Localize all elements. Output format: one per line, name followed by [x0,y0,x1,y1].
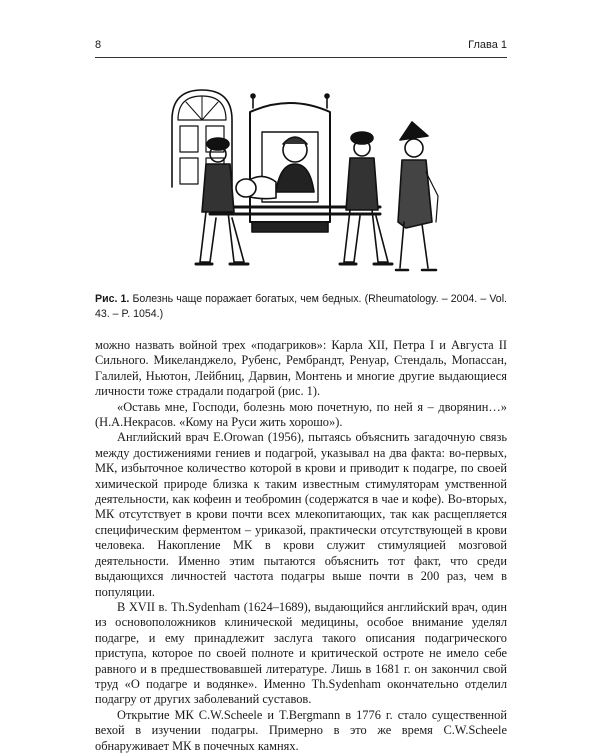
paragraph: можно назвать войной трех «подагриков»: Карла XII, Петра I и Августа II Сильного. Микеланджело, Рубенс, Рембрандт, Ренуар, Стендаль, Мопассан, Галилей, Ньютон, Лейбниц, Дарвин, Монтень и многие другие выдающиеся личности тоже страдали подагрой (рис. 1). [95,338,507,399]
rear-bearer [340,132,392,264]
body-text [95,338,507,754]
front-bearer [196,138,248,264]
running-header [95,38,507,58]
paragraph: Английский врач E.Orowan (1956), пытаясь объяснить загадочную связь между достижениями гениев и подагрой, указывал на два факта: во-первых, МК, избыточное количество которой в крови и приводит к подагре, по своей химической природе близка к таким известным стимуляторам умственной деятельности, как кофеин и теобромин (содержатся в чае и кофе). Во-вторых, МК отсутствует в крови почти всех млекопитающих, так как расщепляется специфическим ферментом – уриказой, практически отсутствующей в крови человека. Накопление МК в крови служит стимуляцией мозговой деятельности. Именно этим пытаются объяснить тот факт, что среди выдающихся личностей частота подагры выше почти в 200 раз, чем в популяции. [95,430,507,599]
paragraph: В XVII в. Th.Sydenham (1624–1689), выдающийся английский врач, один из основоположников клинической медицины, особое внимание уделял подагре, и ему принадлежит заслуга такого описания подагрического приступа, которое по своей полноте и критической остроте не имело себе равного и в предшествовавшей литературе. Лишь в 1681 г. он закончил свой труд «О подагре и водянке». Именно Th.Sydenham окончательно отделил подагру от других заболеваний суставов. [95,599,507,707]
page-number: 8 [95,39,102,51]
beggar [396,122,438,270]
caption-label: Рис. 1. [95,293,130,305]
paragraph: «Оставь мне, Господи, болезнь мою почетную, по ней я – дворянин…» (Н.А.Некрасов. «Кому на Руси жить хорошо»). [95,399,507,430]
figure-caption [95,292,507,322]
cartoon-illustration [150,72,450,282]
paragraph: Открытие МК C.W.Scheele и T.Bergmann в 1776 г. стало существенной вехой в изучении подагры. Примерно в это же время C.W.Scheele обнаруживает МК в почечных камнях. [95,707,507,753]
caption-text: Болезнь чаще поражает богатых, чем бедных. (Rheumatology. – 2004. – Vol. 43. – P. 1054.) [95,293,507,320]
chapter-title: Глава 1 [468,39,507,51]
